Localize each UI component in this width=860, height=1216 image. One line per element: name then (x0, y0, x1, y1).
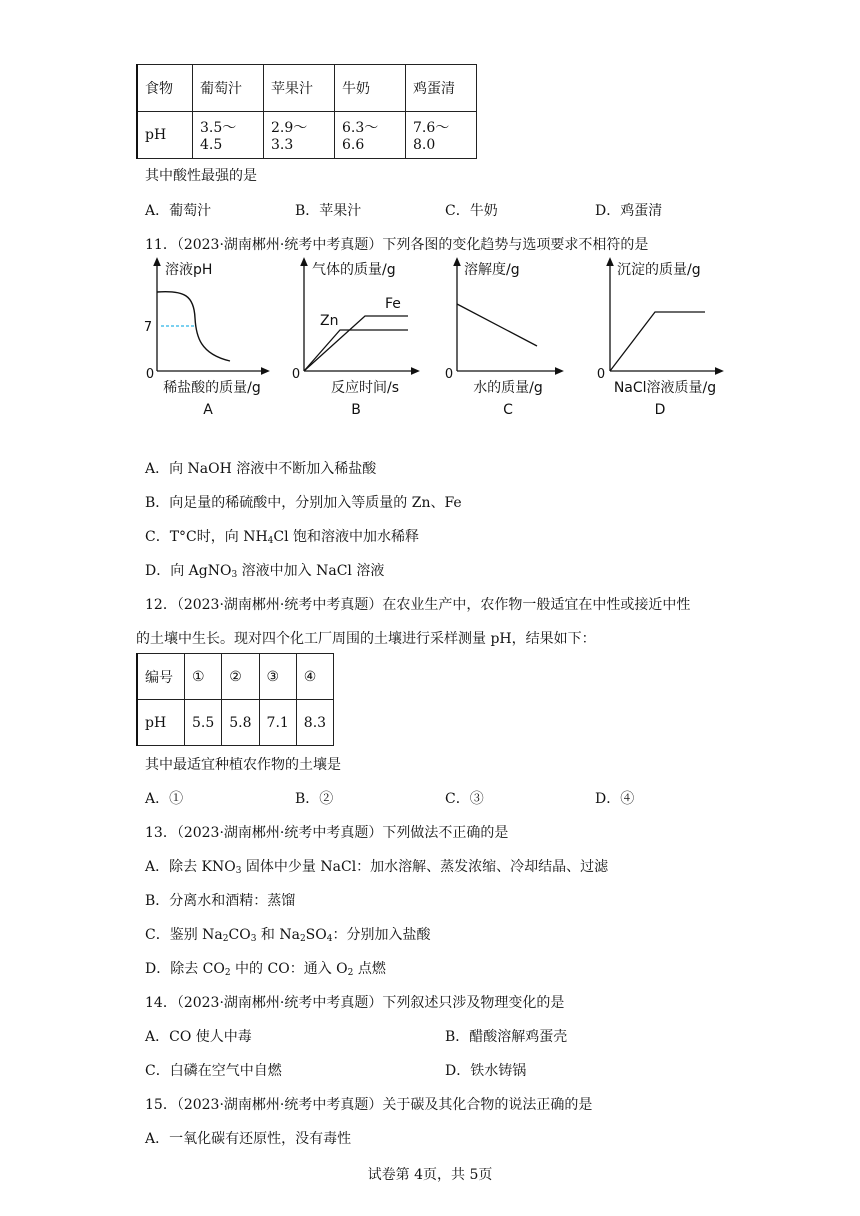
subscript: 3 (231, 570, 238, 580)
table-cell: 7.1 (259, 700, 296, 746)
table-cell: ① (185, 654, 222, 700)
table-cell: 食物 (137, 65, 193, 112)
table-cell: 2.9～3.3 (264, 112, 335, 159)
graph-a-xlabel: 稀盐酸的质量/g (163, 380, 261, 396)
graph-a (144, 261, 266, 418)
q14-stem: 14．（2023·湖南郴州·统考中考真题）下列叙述只涉及物理变化的是 (145, 995, 565, 1011)
q12-option-b[interactable]: B．② (295, 791, 334, 807)
graph-d (597, 261, 720, 418)
q11-option-c[interactable] (145, 526, 419, 546)
table-cell: 8.3 (296, 700, 333, 746)
q13-option-b[interactable]: B．分离水和酒精：蒸馏 (145, 893, 296, 909)
food-ph-table (136, 64, 477, 159)
text-part: C．鉴别 Na (145, 927, 223, 943)
graph-d-xlabel: NaCl溶液质量/g (613, 380, 717, 396)
table-cell: pH (137, 700, 185, 746)
text-part: Cl 饱和溶液中加水稀释 (273, 529, 420, 545)
graph-c (445, 261, 560, 418)
table-cell: ③ (259, 654, 296, 700)
q14-option-a[interactable]: A．CO 使人中毒 (145, 1029, 252, 1045)
text-part: 中的 CO：通入 O (230, 961, 348, 977)
table-cell: 牛奶 (335, 65, 406, 112)
q13-stem: 13．（2023·湖南郴州·统考中考真题）下列做法不正确的是 (145, 825, 509, 841)
text-part: A．除去 KNO (145, 859, 236, 875)
q11-stem: 11．（2023·湖南郴州·统考中考真题）下列各图的变化趋势与选项要求不相符的是 (145, 237, 649, 253)
q13-option-a[interactable] (145, 856, 608, 876)
q11-option-b[interactable]: B．向足量的稀硫酸中，分别加入等质量的 Zn、Fe (145, 495, 462, 511)
q12-stem-line2: 的土壤中生长。现对四个化工厂周围的土壤进行采样测量 pH，结果如下： (136, 631, 596, 647)
graph-d-origin: 0 (596, 367, 606, 382)
table-cell: ② (222, 654, 259, 700)
q10-option-b[interactable]: B．苹果汁 (295, 203, 362, 219)
text-part: D．向 AgNO (145, 563, 232, 579)
page-footer: 试卷第 4页，共 5页 (367, 1167, 493, 1183)
graph-c-xlabel: 水的质量/g (473, 380, 543, 396)
table-cell: 6.3～6.6 (335, 112, 406, 159)
q11-graphs (140, 256, 740, 426)
q15-stem: 15．（2023·湖南郴州·统考中考真题）关于碳及其化合物的说法正确的是 (145, 1097, 593, 1113)
table-cell: pH (137, 112, 193, 159)
graph-a-ylabel: 溶液pH (165, 262, 213, 278)
subscript: 3 (235, 866, 242, 876)
soil-ph-table (136, 653, 334, 746)
q10-question-tail: 其中酸性最强的是 (145, 168, 257, 184)
q12-option-a[interactable]: A．① (145, 791, 184, 807)
graph-c-origin: 0 (444, 367, 454, 382)
table-cell: 苹果汁 (264, 65, 335, 112)
graph-d-letter: D (654, 402, 666, 418)
text-part: 溶液中加入 NaCl 溶液 (237, 563, 385, 579)
graph-b-xlabel: 反应时间/s (330, 380, 400, 396)
q11-option-a[interactable]: A．向 NaOH 溶液中不断加入稀盐酸 (145, 461, 377, 477)
graph-b-letter: B (351, 402, 361, 418)
table-cell: 5.8 (222, 700, 259, 746)
subscript: 2 (299, 934, 306, 944)
graph-a-origin: 0 (145, 367, 155, 382)
subscript: 3 (250, 934, 257, 944)
table-cell: ④ (296, 654, 333, 700)
subscript: 2 (222, 934, 229, 944)
graph-a-tick-7: 7 (143, 320, 153, 335)
q12-question-tail: 其中最适宜种植农作物的土壤是 (145, 757, 341, 773)
q10-option-a[interactable]: A．葡萄汁 (145, 203, 212, 219)
table-cell: 7.6～8.0 (406, 112, 477, 159)
subscript: 4 (267, 536, 274, 546)
graph-a-letter: A (203, 402, 213, 418)
graph-c-ylabel: 溶解度/g (464, 262, 520, 278)
graph-c-line (457, 304, 537, 346)
graph-b (292, 261, 416, 418)
q14-option-d[interactable]: D．铁水铸锅 (445, 1063, 527, 1079)
graph-b-zn-label: Zn (320, 313, 339, 329)
graph-b-ylabel: 气体的质量/g (312, 262, 396, 278)
text-part: 固体中少量 NaCl：加水溶解、蒸发浓缩、冷却结晶、过滤 (241, 859, 609, 875)
graph-d-ylabel: 沉淀的质量/g (617, 262, 701, 278)
subscript: 2 (347, 968, 354, 978)
q12-option-d[interactable]: D．④ (595, 791, 635, 807)
table-cell: 葡萄汁 (193, 65, 264, 112)
q11-option-d[interactable] (145, 560, 384, 580)
graph-c-letter: C (503, 402, 513, 418)
text-part: SO (305, 927, 327, 943)
q15-option-a[interactable]: A．一氧化碳有还原性，没有毒性 (145, 1131, 352, 1147)
table-cell: 3.5～4.5 (193, 112, 264, 159)
graph-b-zn-line (304, 330, 408, 371)
text-part: 和 Na (256, 927, 300, 943)
q12-stem-line1: 12．（2023·湖南郴州·统考中考真题）在农业生产中，农作物一般适宜在中性或接近中性 (145, 597, 691, 613)
graph-b-origin: 0 (291, 367, 301, 382)
q12-option-c[interactable]: C．③ (445, 791, 484, 807)
text-part: ：分别加入盐酸 (332, 927, 431, 943)
text-part: 点燃 (353, 961, 386, 977)
table-cell: 5.5 (185, 700, 222, 746)
text-part: CO (228, 927, 251, 943)
q10-option-c[interactable]: C．牛奶 (445, 203, 498, 219)
graph-b-fe-label: Fe (385, 296, 401, 312)
q10-option-d[interactable]: D．鸡蛋清 (595, 203, 663, 219)
subscript: 4 (326, 934, 333, 944)
q14-option-c[interactable]: C．白磷在空气中自燃 (145, 1063, 282, 1079)
table-cell: 编号 (137, 654, 185, 700)
q13-option-c[interactable] (145, 924, 430, 944)
graph-d-line (610, 312, 705, 371)
text-part: D．除去 CO (145, 961, 225, 977)
q13-option-d[interactable] (145, 958, 386, 978)
text-part: C．T°C时，向 NH (145, 529, 268, 545)
q14-option-b[interactable]: B．醋酸溶解鸡蛋壳 (445, 1029, 568, 1045)
subscript: 2 (224, 968, 231, 978)
table-cell: 鸡蛋清 (406, 65, 477, 112)
